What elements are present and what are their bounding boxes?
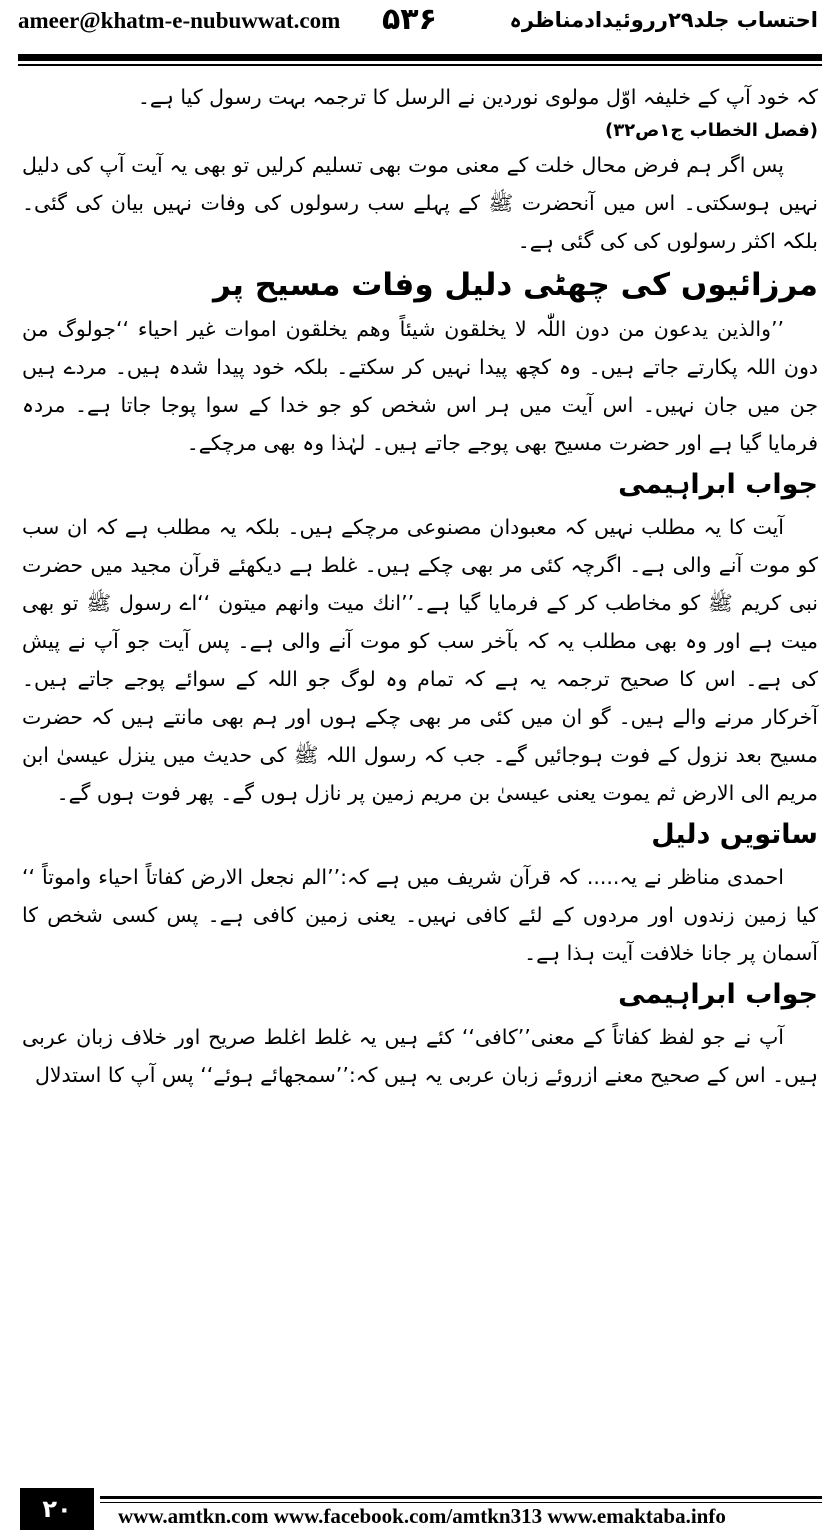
section-heading-sixth-argument: مرزائیوں کی چھٹی دلیل وفات مسیح پر: [213, 267, 818, 303]
paragraph-sixth-argument: ’’والذین یدعون من دون اللّٰہ لا یخلقون شیئاً وھم یخلقون اموات غیر احیاء ‘‘جولوگ من دون اللہ پکارتے جاتے ہیں۔ وہ کچھ پیدا نہیں کر سکتے۔ بلکہ خود پیدا شدہ ہیں۔ مردے ہیں جن میں جان نہیں۔ اس آیت میں ہر اس شخص کو جو خدا کے سوا پوجا جاتا ہے۔ مردہ فرمایا گیا ہے اور حضرت مسیح بھی پوجے جاتے ہیں۔ لہٰذا وہ بھی مرچکے۔: [22, 317, 818, 455]
footer-rule-thin: [100, 1502, 822, 1503]
paragraph-argument: پس اگر ہم فرض محال خلت کے معنی موت بھی تسلیم کرلیں تو بھی یہ آیت آپ کی دلیل نہیں ہوسکتی۔ اس میں آنحضرت ﷺ کے پہلے سب رسولوں کی وفات نہیں بیان کی گئی۔ بلکہ اکثر رسولوں کی کی گئی ہے۔: [22, 153, 818, 253]
citation: (فصل الخطاب ج۱ص۳۲): [604, 120, 818, 141]
paragraph-reply-1: آیت کا یہ مطلب نہیں کہ معبودان مصنوعی مرچکے ہیں۔ بلکہ یہ مطلب ہے کہ ان سب کو موت آنے والی ہے۔ اگرچہ کئی مر بھی چکے ہیں۔ غلط ہے دیکھئے قرآن مجید میں حضرت نبی کریم ﷺ کو مخاطب کر کے فرمایا گیا ہے۔’’انك میت وانهم میتون ‘‘اے رسول ﷺ تو بھی میت ہے اور وہ بھی مطلب یہ کہ بآخر سب کو موت آنے والی ہے۔ پس آیت جو آپ نے پیش کی ہے۔ اس کا صحیح ترجمہ یہ ہے کہ تمام وہ لوگ جو اللہ کے سوائے پوجے جاتے ہیں۔ آخرکار مرنے والے ہیں۔ گو ان میں کئی مر بھی چکے ہوں اور ہم بھی مانتے ہیں کہ حضرت مسیح بعد نزول کے فوت ہوجائیں گے۔ جب کہ رسول اللہ ﷺ کی حدیث میں ینزل عیسیٰ ابن مریم الی الارض ثم یموت یعنی عیسیٰ بن مریم زمین پر نازل ہوں گے۔ پھر فوت ہوں گے۔: [22, 515, 818, 805]
footer-rule-thick: [100, 1496, 822, 1499]
section-heading-seventh-argument: ساتویں دلیل: [651, 819, 818, 850]
header-page-number: ۵۳۶: [382, 2, 437, 37]
page-footer: [0, 1488, 840, 1540]
footer-links: www.amtkn.com www.facebook.com/amtkn313 www.emaktaba.info: [118, 1504, 726, 1528]
paragraph-reply-2: آپ نے جو لفظ کفاتاً کے معنی’’کافی‘‘ کئے ہیں یہ غلط اغلط صریح اور خلاف زبان عربی ہیں۔ اس کے صحیح معنے ازروئے زبان عربی یہ ہیں کہ:’’سمجھائے ہوئے‘‘ پس آپ کا استدلال: [22, 1025, 818, 1087]
header-rule-thick: [18, 54, 822, 61]
footer-page-number: ۲۰: [20, 1488, 94, 1530]
paragraph-seventh-argument: احمدی مناظر نے یہ..... کہ قرآن شریف میں ہے کہ:’’الم نجعل الارض کفاتاً احیاء واموتاً ‘‘ کیا زمین زندوں اور مردوں کے لئے کافی نہیں۔ یعنی زمین کافی ہے۔ پس کسی شخص کا آسمان پر جانا خلافت آیت ہذا ہے۔: [22, 865, 818, 965]
section-heading-reply-1: جواب ابراہیمی: [618, 469, 818, 500]
header-email: ameer@khatm-e-nubuwwat.com: [18, 8, 341, 33]
header-title: احتساب جلد۲۹رروئیدادمناظرہ: [509, 8, 818, 32]
header-rule-thin: [18, 64, 822, 66]
document-body: [22, 78, 818, 1094]
paragraph-intro: کہ خود آپ کے خلیفہ اوّل مولوی نوردین نے الرسل کا ترجمہ بہت رسول کیا ہے۔: [137, 85, 818, 109]
section-heading-reply-2: جواب ابراہیمی: [618, 979, 818, 1010]
